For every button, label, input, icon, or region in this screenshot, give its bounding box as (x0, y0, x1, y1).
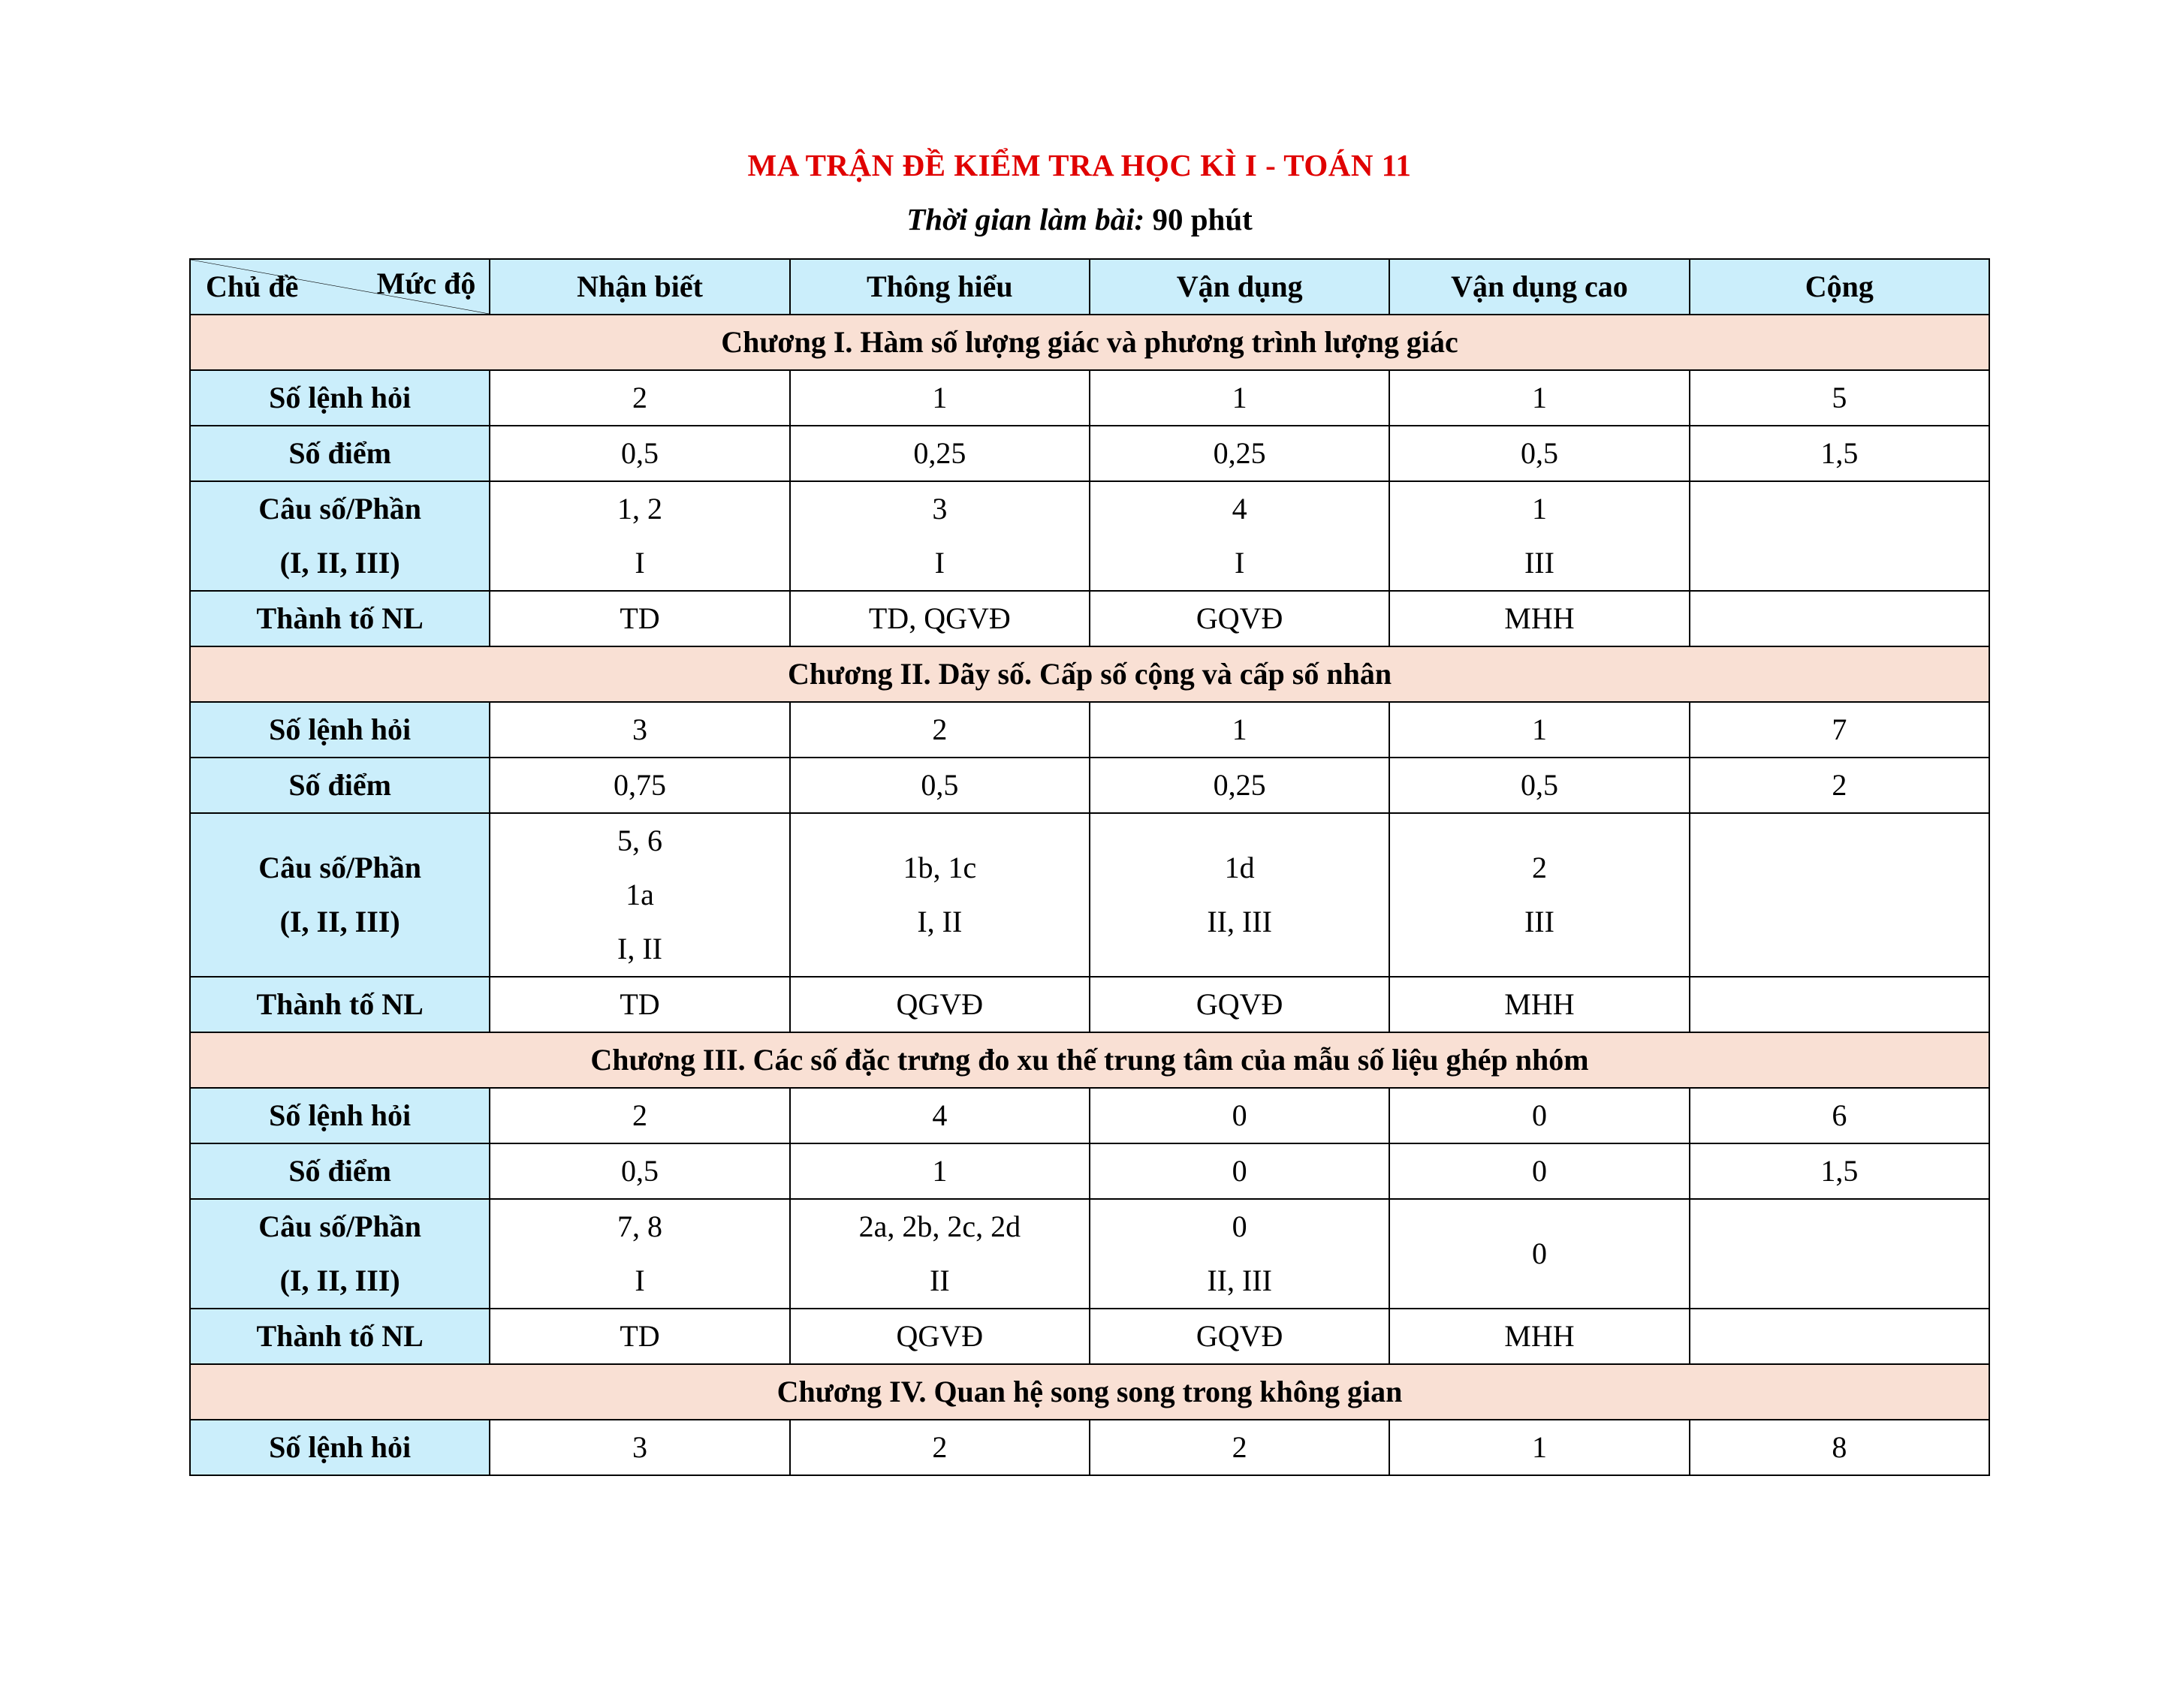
item-number-label-lines (191, 841, 489, 949)
competency-row-cell: GQVĐ (1090, 591, 1389, 646)
competency-row-label: Thành tố NL (190, 977, 490, 1032)
item-number-line: 1, 2 (617, 492, 662, 526)
page-title: MA TRẬN ĐỀ KIỂM TRA HỌC KÌ I - TOÁN 11 (747, 148, 1412, 182)
item-number-row (190, 813, 1989, 977)
item-number-row-label (190, 1199, 490, 1309)
duration-value: 90 phút (1152, 202, 1253, 236)
competency-row-label: Thành tố NL (190, 591, 490, 646)
item-number-cell (1389, 813, 1689, 977)
item-number-line: I, II (617, 932, 662, 965)
header-level-recognize: Nhận biết (490, 259, 789, 315)
item-number-line: 3 (932, 492, 948, 526)
points-row-cell: 1,5 (1690, 1143, 1989, 1199)
item-number-cell (490, 813, 789, 977)
item-number-lines (791, 841, 1089, 949)
question-count-row-cell: 8 (1690, 1420, 1989, 1475)
item-number-label-lines (191, 482, 489, 590)
item-number-line: 7, 8 (617, 1209, 662, 1243)
points-row-cell: 0,25 (1090, 426, 1389, 481)
question-count-row (190, 702, 1989, 758)
item-number-line: 4 (1232, 492, 1247, 526)
item-number-label-lines (191, 1200, 489, 1308)
item-number-cell (790, 481, 1090, 591)
header-total: Cộng (1690, 259, 1989, 315)
item-number-lines (1390, 1227, 1688, 1281)
competency-row-cell: MHH (1389, 591, 1689, 646)
item-number-lines (791, 482, 1089, 590)
item-number-line: II, III (1207, 905, 1272, 938)
competency-row-cell (1690, 591, 1989, 646)
item-number-cell (1090, 1199, 1389, 1309)
points-row (190, 426, 1989, 481)
item-number-cell (1090, 481, 1389, 591)
item-number-lines (1390, 482, 1688, 590)
item-number-lines (791, 1200, 1089, 1308)
item-number-cell (790, 813, 1090, 977)
corner-header-cell (190, 259, 490, 315)
question-count-row-cell: 1 (1389, 1420, 1689, 1475)
question-count-row-cell: 1 (1090, 370, 1389, 426)
competency-row-cell: TD (490, 591, 789, 646)
item-number-line: I, II (917, 905, 963, 938)
item-number-label-line: (I, II, III) (279, 905, 400, 938)
item-number-row-label (190, 813, 490, 977)
question-count-row-label: Số lệnh hỏi (190, 1088, 490, 1143)
points-row (190, 1143, 1989, 1199)
chapter-title: Chương IV. Quan hệ song song trong không gian (190, 1364, 1989, 1420)
item-number-cell (490, 1199, 789, 1309)
chapter-row (190, 1364, 1989, 1420)
points-row-cell: 0,75 (490, 758, 789, 813)
competency-row-cell: MHH (1389, 1309, 1689, 1364)
level-axis-label: Mức độ (376, 267, 476, 300)
points-row-cell: 0,25 (1090, 758, 1389, 813)
chapter-row (190, 1032, 1989, 1088)
item-number-line: 2a, 2b, 2c, 2d (858, 1209, 1021, 1243)
chapter-title: Chương III. Các số đặc trưng đo xu thế trung tâm của mẫu số liệu ghép nhóm (190, 1032, 1989, 1088)
item-number-cell (1389, 1199, 1689, 1309)
question-count-row (190, 1420, 1989, 1475)
item-number-cell (1690, 481, 1989, 591)
competency-row-label: Thành tố NL (190, 1309, 490, 1364)
header-level-apply-high: Vận dụng cao (1389, 259, 1689, 315)
points-row-cell: 0,5 (490, 1143, 789, 1199)
item-number-lines (1090, 482, 1389, 590)
item-number-line: I (1234, 546, 1245, 580)
item-number-line: 1d (1224, 851, 1255, 884)
points-row-cell: 0,5 (1389, 758, 1689, 813)
points-row-label: Số điểm (190, 1143, 490, 1199)
points-row-label: Số điểm (190, 426, 490, 481)
question-count-row-label: Số lệnh hỏi (190, 1420, 490, 1475)
item-number-label-line: Câu số/Phần (258, 1209, 422, 1243)
question-count-row-cell: 0 (1389, 1088, 1689, 1143)
points-row-label: Số điểm (190, 758, 490, 813)
competency-row-cell: QGVĐ (790, 1309, 1090, 1364)
competency-row-cell: TD, QGVĐ (790, 591, 1090, 646)
item-number-label-line: (I, II, III) (279, 1264, 400, 1297)
item-number-cell (1090, 813, 1389, 977)
item-number-label-line: Câu số/Phần (258, 851, 422, 884)
item-number-lines (490, 482, 789, 590)
item-number-line: 0 (1232, 1209, 1247, 1243)
chapter-title: Chương II. Dãy số. Cấp số cộng và cấp số nhân (190, 646, 1989, 702)
points-row-cell: 0,5 (490, 426, 789, 481)
item-number-row (190, 1199, 1989, 1309)
question-count-row (190, 370, 1989, 426)
item-number-line: 1b, 1c (903, 851, 977, 884)
question-count-row (190, 1088, 1989, 1143)
points-row-cell: 1 (790, 1143, 1090, 1199)
question-count-row-cell: 3 (490, 702, 789, 758)
points-row-cell: 0,25 (790, 426, 1090, 481)
question-count-row-cell: 1 (1389, 370, 1689, 426)
header-row (190, 259, 1989, 315)
question-count-row-cell: 0 (1090, 1088, 1389, 1143)
competency-row-cell (1690, 1309, 1989, 1364)
item-number-cell (790, 1199, 1090, 1309)
item-number-line: III (1524, 546, 1554, 580)
competency-row-cell (1690, 977, 1989, 1032)
item-number-row-label (190, 481, 490, 591)
item-number-line: II, III (1207, 1264, 1272, 1297)
chapter-title: Chương I. Hàm số lượng giác và phương trình lượng giác (190, 315, 1989, 370)
question-count-row-cell: 3 (490, 1420, 789, 1475)
item-number-cell (1690, 813, 1989, 977)
duration-label: Thời gian làm bài: (906, 202, 1145, 236)
item-number-label-line: (I, II, III) (279, 546, 400, 580)
points-row-cell: 1,5 (1690, 426, 1989, 481)
question-count-row-label: Số lệnh hỏi (190, 370, 490, 426)
item-number-row (190, 481, 1989, 591)
item-number-label-line: Câu số/Phần (258, 492, 422, 526)
item-number-line: II (930, 1264, 950, 1297)
competency-row-cell: GQVĐ (1090, 1309, 1389, 1364)
exam-matrix-table (189, 258, 1990, 1476)
item-number-line: 5, 6 (617, 824, 662, 857)
competency-row-cell: GQVĐ (1090, 977, 1389, 1032)
competency-row-cell: TD (490, 1309, 789, 1364)
item-number-cell (490, 481, 789, 591)
item-number-line: I (635, 1264, 645, 1297)
header-level-apply: Vận dụng (1090, 259, 1389, 315)
question-count-row-cell: 1 (1389, 702, 1689, 758)
points-row-cell: 0 (1389, 1143, 1689, 1199)
question-count-row-cell: 2 (490, 1088, 789, 1143)
item-number-lines (1390, 841, 1688, 949)
question-count-row-cell: 1 (790, 370, 1090, 426)
item-number-line: I (934, 546, 945, 580)
item-number-line: I (635, 546, 645, 580)
item-number-line: III (1524, 905, 1554, 938)
item-number-lines (1090, 1200, 1389, 1308)
exam-duration (0, 201, 2159, 237)
item-number-line: 2 (1531, 851, 1547, 884)
item-number-cell (1389, 481, 1689, 591)
item-number-line: 1a (626, 878, 654, 911)
item-number-cell (1690, 1199, 1989, 1309)
points-row-cell: 0,5 (1389, 426, 1689, 481)
question-count-row-cell: 7 (1690, 702, 1989, 758)
item-number-lines (490, 1200, 789, 1308)
item-number-lines (490, 814, 789, 976)
question-count-row-cell: 5 (1690, 370, 1989, 426)
topic-axis-label: Chủ đề (206, 270, 299, 303)
question-count-row-cell: 6 (1690, 1088, 1989, 1143)
chapter-row (190, 646, 1989, 702)
header-level-understand: Thông hiểu (790, 259, 1090, 315)
points-row-cell: 0 (1090, 1143, 1389, 1199)
question-count-row-cell: 4 (790, 1088, 1090, 1143)
competency-row (190, 1309, 1989, 1364)
competency-row (190, 591, 1989, 646)
points-row-cell: 0,5 (790, 758, 1090, 813)
item-number-lines (1090, 841, 1389, 949)
chapter-row (190, 315, 1989, 370)
item-number-line: 0 (1531, 1237, 1547, 1270)
points-row-cell: 2 (1690, 758, 1989, 813)
competency-row (190, 977, 1989, 1032)
question-count-row-label: Số lệnh hỏi (190, 702, 490, 758)
matrix-body (190, 259, 1989, 1475)
competency-row-cell: MHH (1389, 977, 1689, 1032)
question-count-row-cell: 2 (490, 370, 789, 426)
points-row (190, 758, 1989, 813)
question-count-row-cell: 2 (1090, 1420, 1389, 1475)
question-count-row-cell: 2 (790, 702, 1090, 758)
question-count-row-cell: 1 (1090, 702, 1389, 758)
competency-row-cell: QGVĐ (790, 977, 1090, 1032)
question-count-row-cell: 2 (790, 1420, 1090, 1475)
competency-row-cell: TD (490, 977, 789, 1032)
item-number-line: 1 (1531, 492, 1547, 526)
